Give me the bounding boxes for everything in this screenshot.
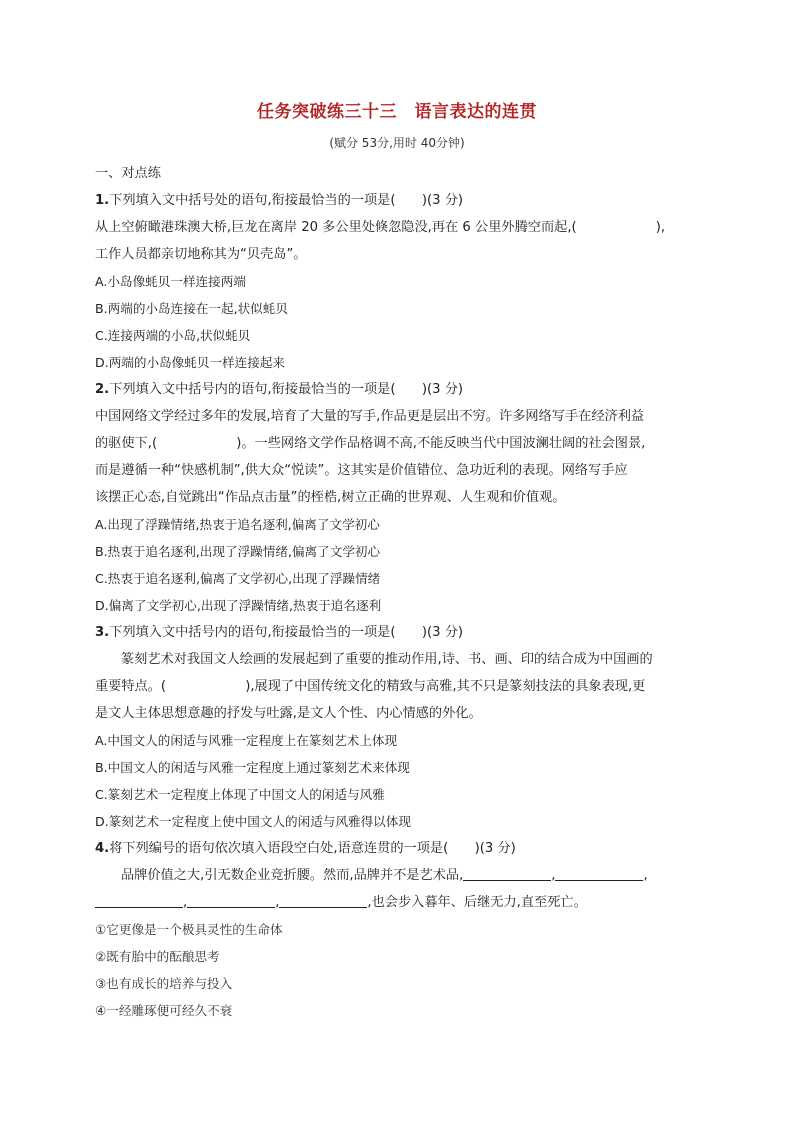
question-text: 下列填入文中括号处的语句,衔接最恰当的一项是( )(3 分) <box>109 193 464 208</box>
question-1-option-b: B.两端的小岛连接在一起,状似蚝贝 <box>95 301 288 316</box>
question-1-option-c: C.连接两端的小岛,状似蚝贝 <box>95 328 251 343</box>
question-4-item-2: ②既有胎中的酝酿思考 <box>95 949 220 964</box>
blank-separator: , <box>183 895 188 910</box>
page-subtitle: (赋分 53分,用时 40分钟) <box>329 136 465 150</box>
question-number: 1. <box>95 193 110 208</box>
question-4-passage-line <box>95 862 705 889</box>
question-text: 下列填入文中括号内的语句,衔接最恰当的一项是( )(3 分) <box>109 625 464 640</box>
question-3-passage-line: 重要特点。( ),展现了中国传统文化的精致与高雅,其不只是篆刻技法的具象表现,更 <box>95 679 646 694</box>
question-2-option-b: B.热衷于追名逐利,出现了浮躁情绪,偏离了文学初心 <box>95 544 381 559</box>
question-1-stem <box>95 187 705 214</box>
question-text: 将下列编号的语句依次填入语段空白处,语意连贯的一项是( )(3 分) <box>109 841 516 856</box>
answer-blank[interactable] <box>463 866 551 881</box>
question-1-option-a: A.小岛像蚝贝一样连接两端 <box>95 274 246 289</box>
question-number: 4. <box>95 841 110 856</box>
question-1-option-d: D.两端的小岛像蚝贝一样连接起来 <box>95 355 286 370</box>
section-heading: 一、对点练 <box>95 166 161 181</box>
blank-separator: , <box>551 868 556 883</box>
question-3-passage-line: 篆刻艺术对我国文人绘画的发展起到了重要的推动作用,诗、书、画、印的结合成为中国画的 <box>121 652 653 667</box>
answer-blank[interactable] <box>279 893 367 908</box>
document-body <box>95 160 705 1024</box>
answer-blank[interactable] <box>555 866 643 881</box>
question-number: 3. <box>95 625 110 640</box>
question-3-option-c: C.篆刻艺术一定程度上体现了中国文人的闲适与风雅 <box>95 787 385 802</box>
question-number: 2. <box>95 382 110 397</box>
question-3-passage-line: 是文人主体思想意趣的抒发与吐露,是文人个性、内心情感的外化。 <box>95 706 482 721</box>
question-2-passage-line: 的驱使下,( )。一些网络文学作品格调不高,不能反映当代中国波澜壮阔的社会图景, <box>95 436 646 451</box>
question-4-stem <box>95 835 705 862</box>
blank-separator: , <box>275 895 280 910</box>
blank-separator: , <box>643 868 648 883</box>
passage-text: 品牌价值之大,引无数企业竞折腰。然而,品牌并不是艺术品, <box>121 868 464 883</box>
page-title: 任务突破练三十三 语言表达的连贯 <box>257 102 537 122</box>
question-4-passage-line <box>95 889 705 916</box>
question-4-item-4: ④一经雕琢便可经久不衰 <box>95 1003 233 1018</box>
question-2-option-d: D.偏离了文学初心,出现了浮躁情绪,热衷于追名逐利 <box>95 598 382 613</box>
question-2-passage-line: 中国网络文学经过多年的发展,培育了大量的写手,作品更是层出不穷。许多网络写手在经济利益 <box>95 409 645 424</box>
question-4-item-3: ③也有成长的培养与投入 <box>95 976 233 991</box>
question-2-option-c: C.热衷于追名逐利,偏离了文学初心,出现了浮躁情绪 <box>95 571 381 586</box>
question-3-option-d: D.篆刻艺术一定程度上使中国文人的闲适与风雅得以体现 <box>95 814 411 829</box>
question-text: 下列填入文中括号内的语句,衔接最恰当的一项是( )(3 分) <box>109 382 464 397</box>
question-1-passage-line: 从上空俯瞰港珠澳大桥,巨龙在离岸 20 多公里处倏忽隐没,再在 6 公里外腾空而起,( ), <box>95 220 666 235</box>
answer-blank[interactable] <box>95 893 183 908</box>
question-2-stem <box>95 376 705 403</box>
answer-blank[interactable] <box>187 893 275 908</box>
question-2-passage-line: 而是遵循一种“快感机制”,供大众“悦读”。这其实是价值错位、急功近利的表现。网络写手应 <box>95 463 628 478</box>
question-2-option-a: A.出现了浮躁情绪,热衷于追名逐利,偏离了文学初心 <box>95 517 380 532</box>
question-4-item-1: ①它更像是一个极具灵性的生命体 <box>95 922 283 937</box>
question-2-passage-line: 该摆正心态,自觉跳出“作品点击量”的桎梏,树立正确的世界观、人生观和价值观。 <box>95 490 566 505</box>
question-3-option-b: B.中国文人的闲适与风雅一定程度上通过篆刻艺术来体现 <box>95 760 410 775</box>
question-3-stem <box>95 619 705 646</box>
question-1-passage-line: 工作人员都亲切地称其为“贝壳岛”。 <box>95 247 307 262</box>
question-3-option-a: A.中国文人的闲适与风雅一定程度上在篆刻艺术上体现 <box>95 733 398 748</box>
passage-text: ,也会步入暮年、后继无力,直至死亡。 <box>367 895 587 910</box>
